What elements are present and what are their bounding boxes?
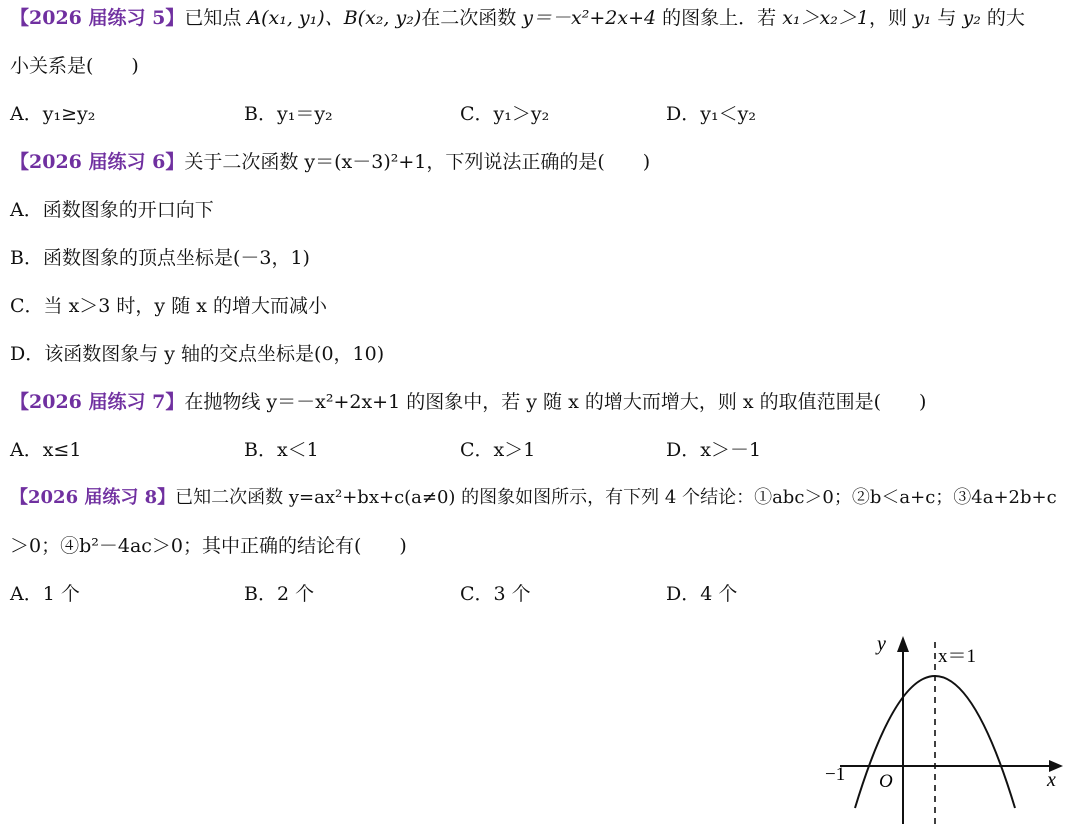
q7-option-d[interactable]: D．x＞－1 — [666, 439, 762, 461]
q5-option-b[interactable]: B．y₁＝y₂ — [244, 103, 333, 125]
q5-stem-cont: 小关系是( ) — [10, 55, 139, 77]
q6-tag: 【2026 届练习 6】 — [10, 151, 185, 173]
q8-tag: 【2026 届练习 8】 — [10, 487, 176, 508]
neg-one-label: −1 — [825, 764, 846, 785]
q7-text: 在抛物线 y＝－x²+2x+1 的图象中，若 y 随 x 的增大而增大，则 x 的取值范围是( ) — [184, 391, 927, 413]
q8-option-b[interactable]: B．2 个 — [244, 583, 315, 605]
q7-tag: 【2026 届练习 7】 — [10, 391, 185, 413]
q5-text: 已知点 A(x₁, y₁)、B(x₂, y₂)在二次函数 y＝－x²+2x+4 的图象上．若 x₁＞x₂＞1，则 y₁ 与 y₂ 的大 — [184, 7, 1025, 29]
y-axis-arrow-icon — [897, 636, 909, 652]
q8-stem — [10, 484, 1057, 512]
q5-option-c[interactable]: C．y₁＞y₂ — [460, 103, 550, 125]
q6-stem — [10, 148, 650, 176]
q8-stem-cont: ＞0；④b²－4ac＞0；其中正确的结论有( ) — [10, 535, 407, 557]
q5-tag: 【2026 届练习 5】 — [10, 7, 185, 29]
q5-option-d[interactable]: D．y₁＜y₂ — [666, 103, 756, 125]
q6-option-c[interactable]: C．当 x＞3 时，y 随 x 的增大而减小 — [10, 295, 327, 317]
symmetry-axis-label: x＝1 — [938, 646, 977, 667]
q7-option-b[interactable]: B．x＜1 — [244, 439, 319, 461]
q6-option-b[interactable]: B．函数图象的顶点坐标是(－3，1) — [10, 247, 310, 269]
q7-option-c[interactable]: C．x＞1 — [460, 439, 536, 461]
q7-option-a[interactable]: A．x≤1 — [10, 439, 82, 461]
q5-option-a[interactable]: A．y₁≥y₂ — [10, 103, 96, 125]
origin-label: O — [879, 771, 893, 792]
q8-text: 已知二次函数 y=ax²+bx+c(a≠0) 的图象如图所示，有下列 4 个结论：①abc＞0；②b＜a+c；③4a+2b+c — [175, 487, 1057, 508]
parabola-figure — [815, 628, 1070, 826]
q8-option-c[interactable]: C．3 个 — [460, 583, 531, 605]
y-axis-label: y — [877, 633, 886, 655]
q8-option-a[interactable]: A．1 个 — [10, 583, 80, 605]
q6-option-a[interactable]: A．函数图象的开口向下 — [10, 199, 214, 221]
q6-text: 关于二次函数 y＝(x－3)²+1，下列说法正确的是( ) — [184, 151, 651, 173]
x-axis-label: x — [1047, 769, 1056, 791]
q8-option-d[interactable]: D．4 个 — [666, 583, 738, 605]
q6-option-d[interactable]: D．该函数图象与 y 轴的交点坐标是(0，10) — [10, 343, 385, 365]
q5-stem — [10, 4, 1025, 32]
q7-stem — [10, 388, 926, 416]
